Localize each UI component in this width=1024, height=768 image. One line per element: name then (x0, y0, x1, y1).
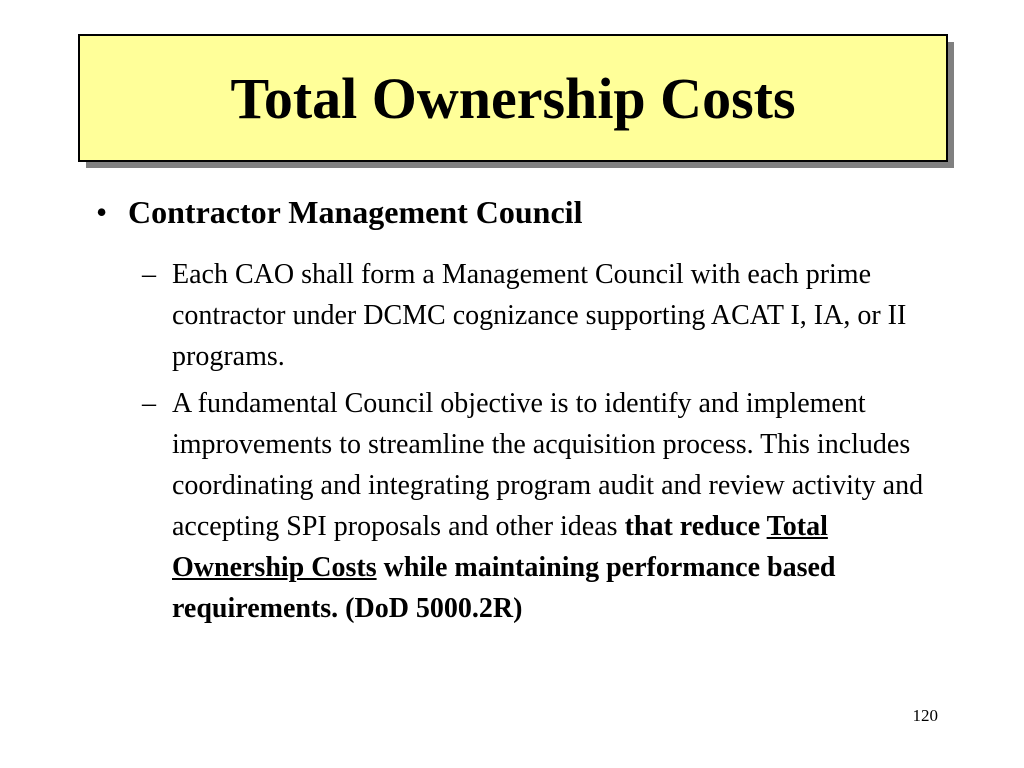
sub-bullet-2 (142, 383, 942, 629)
slide-title: Total Ownership Costs (230, 65, 796, 131)
sub-bullet-2-text (172, 383, 942, 629)
page-number: 120 (912, 706, 938, 725)
sub-bullet-1 (142, 254, 942, 377)
main-bullet-text: Contractor Management Council (128, 194, 583, 230)
dash-marker: – (142, 388, 156, 419)
sub-bullet-2-plain: A fundamental Council objective is to identify and implement improvements to streamline the acquisition process. This includes coordinating and integrating program audit and review activity and accepting SPI proposals and other ideas (172, 388, 924, 542)
bullet-marker: • (96, 194, 108, 230)
title-box (78, 34, 948, 162)
sub-bullet-2-bold: that reduce (624, 511, 767, 542)
main-bullet (96, 192, 582, 232)
dash-marker: – (142, 259, 156, 290)
sub-bullet-2-emphasis: Total Ownership Costs (172, 511, 828, 583)
sub-bullet-1-text: Each CAO shall form a Management Council with each prime contractor under DCMC cognizance supporting ACAT I, IA, or II programs. (172, 259, 907, 372)
sub-bullet-2-bold-end: while maintaining performance based requirements. (DoD 5000.2R) (172, 552, 836, 624)
